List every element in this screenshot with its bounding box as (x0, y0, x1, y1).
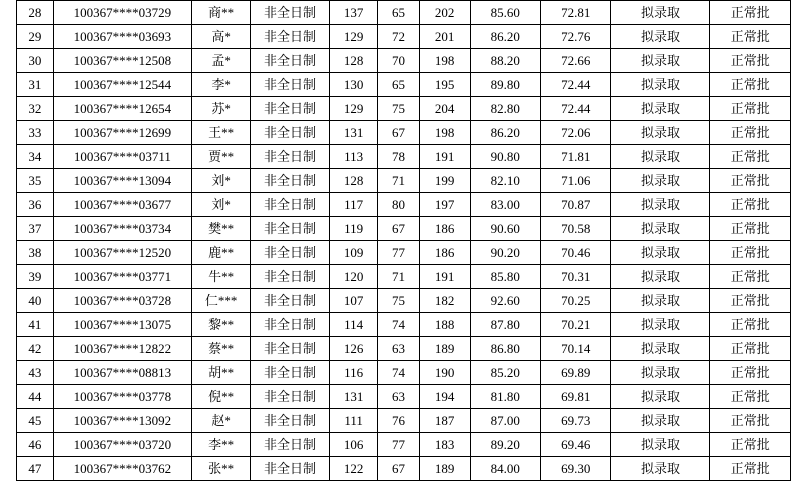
cell-result: 拟录取 (611, 361, 710, 385)
table-row (17, 433, 791, 457)
table-row (17, 73, 791, 97)
table-row (17, 1, 791, 25)
table-row (17, 409, 791, 433)
cell-candidate-name: 贾** (192, 145, 251, 169)
cell-exam-number: 100367****12654 (53, 97, 192, 121)
cell-score3: 194 (419, 385, 470, 409)
cell-score5: 72.06 (541, 121, 611, 145)
cell-index: 42 (17, 337, 54, 361)
cell-study-type: 非全日制 (251, 73, 330, 97)
cell-score1: 137 (329, 1, 377, 25)
cell-result: 拟录取 (611, 145, 710, 169)
table-row (17, 337, 791, 361)
cell-exam-number: 100367****12699 (53, 121, 192, 145)
cell-study-type: 非全日制 (251, 241, 330, 265)
cell-study-type: 非全日制 (251, 265, 330, 289)
cell-score1: 126 (329, 337, 377, 361)
cell-result: 拟录取 (611, 97, 710, 121)
cell-candidate-name: 王** (192, 121, 251, 145)
cell-score4: 82.10 (470, 169, 540, 193)
cell-score2: 71 (378, 265, 419, 289)
cell-index: 29 (17, 25, 54, 49)
table-row (17, 385, 791, 409)
cell-status: 正常批 (710, 145, 791, 169)
cell-score5: 69.46 (541, 433, 611, 457)
table-row (17, 265, 791, 289)
cell-exam-number: 100367****03734 (53, 217, 192, 241)
cell-exam-number: 100367****03762 (53, 457, 192, 481)
cell-score2: 67 (378, 457, 419, 481)
cell-candidate-name: 李** (192, 433, 251, 457)
cell-score2: 65 (378, 73, 419, 97)
cell-score3: 197 (419, 193, 470, 217)
cell-score3: 186 (419, 241, 470, 265)
cell-exam-number: 100367****12508 (53, 49, 192, 73)
cell-score3: 189 (419, 337, 470, 361)
cell-candidate-name: 孟* (192, 49, 251, 73)
cell-study-type: 非全日制 (251, 385, 330, 409)
cell-result: 拟录取 (611, 409, 710, 433)
cell-score2: 71 (378, 169, 419, 193)
cell-score3: 191 (419, 265, 470, 289)
cell-score2: 75 (378, 289, 419, 313)
cell-study-type: 非全日制 (251, 361, 330, 385)
cell-score3: 182 (419, 289, 470, 313)
cell-score4: 90.60 (470, 217, 540, 241)
cell-study-type: 非全日制 (251, 337, 330, 361)
cell-score3: 188 (419, 313, 470, 337)
cell-exam-number: 100367****03771 (53, 265, 192, 289)
cell-score5: 70.14 (541, 337, 611, 361)
cell-score4: 92.60 (470, 289, 540, 313)
cell-status: 正常批 (710, 169, 791, 193)
cell-status: 正常批 (710, 97, 791, 121)
cell-index: 35 (17, 169, 54, 193)
cell-index: 30 (17, 49, 54, 73)
table-row (17, 169, 791, 193)
cell-score3: 195 (419, 73, 470, 97)
cell-index: 34 (17, 145, 54, 169)
cell-candidate-name: 牛** (192, 265, 251, 289)
cell-score5: 70.25 (541, 289, 611, 313)
cell-candidate-name: 刘* (192, 169, 251, 193)
cell-status: 正常批 (710, 25, 791, 49)
admission-results-table (16, 0, 791, 481)
cell-candidate-name: 商** (192, 1, 251, 25)
table-row (17, 241, 791, 265)
cell-index: 44 (17, 385, 54, 409)
cell-index: 32 (17, 97, 54, 121)
cell-candidate-name: 蔡** (192, 337, 251, 361)
cell-exam-number: 100367****03677 (53, 193, 192, 217)
cell-exam-number: 100367****12520 (53, 241, 192, 265)
cell-result: 拟录取 (611, 25, 710, 49)
cell-index: 46 (17, 433, 54, 457)
cell-score4: 87.80 (470, 313, 540, 337)
cell-score1: 117 (329, 193, 377, 217)
cell-score5: 72.66 (541, 49, 611, 73)
cell-study-type: 非全日制 (251, 433, 330, 457)
cell-score2: 74 (378, 361, 419, 385)
cell-score3: 190 (419, 361, 470, 385)
cell-score1: 111 (329, 409, 377, 433)
table-row (17, 25, 791, 49)
cell-score5: 69.89 (541, 361, 611, 385)
cell-score1: 114 (329, 313, 377, 337)
cell-score1: 120 (329, 265, 377, 289)
table-row (17, 457, 791, 481)
cell-status: 正常批 (710, 1, 791, 25)
cell-study-type: 非全日制 (251, 409, 330, 433)
cell-score3: 202 (419, 1, 470, 25)
cell-candidate-name: 刘* (192, 193, 251, 217)
cell-score5: 70.87 (541, 193, 611, 217)
cell-exam-number: 100367****13094 (53, 169, 192, 193)
cell-study-type: 非全日制 (251, 169, 330, 193)
cell-score1: 129 (329, 25, 377, 49)
cell-index: 33 (17, 121, 54, 145)
cell-exam-number: 100367****13092 (53, 409, 192, 433)
cell-index: 40 (17, 289, 54, 313)
cell-score1: 107 (329, 289, 377, 313)
cell-score4: 86.20 (470, 121, 540, 145)
table-row (17, 217, 791, 241)
cell-exam-number: 100367****12822 (53, 337, 192, 361)
cell-score4: 88.20 (470, 49, 540, 73)
cell-score2: 67 (378, 121, 419, 145)
cell-score5: 69.81 (541, 385, 611, 409)
table-row (17, 289, 791, 313)
cell-score2: 70 (378, 49, 419, 73)
cell-score4: 90.20 (470, 241, 540, 265)
cell-score3: 186 (419, 217, 470, 241)
cell-index: 47 (17, 457, 54, 481)
cell-score4: 85.20 (470, 361, 540, 385)
cell-status: 正常批 (710, 433, 791, 457)
cell-score3: 199 (419, 169, 470, 193)
cell-score2: 80 (378, 193, 419, 217)
cell-result: 拟录取 (611, 217, 710, 241)
cell-study-type: 非全日制 (251, 193, 330, 217)
cell-score3: 191 (419, 145, 470, 169)
cell-status: 正常批 (710, 385, 791, 409)
cell-exam-number: 100367****03728 (53, 289, 192, 313)
cell-result: 拟录取 (611, 121, 710, 145)
cell-exam-number: 100367****03693 (53, 25, 192, 49)
cell-index: 43 (17, 361, 54, 385)
cell-score3: 189 (419, 457, 470, 481)
cell-score5: 70.58 (541, 217, 611, 241)
cell-index: 31 (17, 73, 54, 97)
cell-score4: 90.80 (470, 145, 540, 169)
cell-score4: 86.80 (470, 337, 540, 361)
cell-exam-number: 100367****08813 (53, 361, 192, 385)
cell-index: 41 (17, 313, 54, 337)
cell-candidate-name: 苏* (192, 97, 251, 121)
cell-score4: 89.20 (470, 433, 540, 457)
cell-candidate-name: 高* (192, 25, 251, 49)
cell-study-type: 非全日制 (251, 313, 330, 337)
cell-study-type: 非全日制 (251, 457, 330, 481)
cell-score4: 85.80 (470, 265, 540, 289)
table-row (17, 361, 791, 385)
cell-score4: 86.20 (470, 25, 540, 49)
cell-status: 正常批 (710, 217, 791, 241)
cell-score1: 113 (329, 145, 377, 169)
cell-result: 拟录取 (611, 385, 710, 409)
cell-status: 正常批 (710, 193, 791, 217)
cell-index: 45 (17, 409, 54, 433)
cell-score2: 77 (378, 241, 419, 265)
cell-status: 正常批 (710, 409, 791, 433)
cell-score4: 87.00 (470, 409, 540, 433)
cell-score2: 78 (378, 145, 419, 169)
cell-candidate-name: 鹿** (192, 241, 251, 265)
cell-score2: 65 (378, 1, 419, 25)
cell-exam-number: 100367****03729 (53, 1, 192, 25)
cell-candidate-name: 仁*** (192, 289, 251, 313)
cell-score5: 71.81 (541, 145, 611, 169)
cell-score2: 63 (378, 337, 419, 361)
table-row (17, 313, 791, 337)
cell-result: 拟录取 (611, 313, 710, 337)
cell-result: 拟录取 (611, 241, 710, 265)
cell-score3: 198 (419, 49, 470, 73)
cell-score4: 84.00 (470, 457, 540, 481)
cell-index: 38 (17, 241, 54, 265)
cell-result: 拟录取 (611, 73, 710, 97)
cell-exam-number: 100367****12544 (53, 73, 192, 97)
cell-index: 36 (17, 193, 54, 217)
cell-score1: 129 (329, 97, 377, 121)
cell-study-type: 非全日制 (251, 217, 330, 241)
cell-score2: 76 (378, 409, 419, 433)
cell-candidate-name: 倪** (192, 385, 251, 409)
cell-result: 拟录取 (611, 337, 710, 361)
cell-status: 正常批 (710, 49, 791, 73)
cell-score1: 116 (329, 361, 377, 385)
table-row (17, 97, 791, 121)
cell-result: 拟录取 (611, 1, 710, 25)
table-row (17, 193, 791, 217)
cell-score1: 106 (329, 433, 377, 457)
cell-score3: 187 (419, 409, 470, 433)
cell-study-type: 非全日制 (251, 289, 330, 313)
cell-score1: 109 (329, 241, 377, 265)
cell-score2: 63 (378, 385, 419, 409)
cell-score1: 122 (329, 457, 377, 481)
cell-study-type: 非全日制 (251, 49, 330, 73)
cell-score2: 74 (378, 313, 419, 337)
cell-status: 正常批 (710, 121, 791, 145)
cell-score5: 72.44 (541, 73, 611, 97)
cell-score5: 70.21 (541, 313, 611, 337)
cell-index: 28 (17, 1, 54, 25)
cell-exam-number: 100367****03778 (53, 385, 192, 409)
cell-score1: 119 (329, 217, 377, 241)
cell-score2: 67 (378, 217, 419, 241)
cell-score2: 72 (378, 25, 419, 49)
cell-exam-number: 100367****13075 (53, 313, 192, 337)
cell-exam-number: 100367****03720 (53, 433, 192, 457)
cell-score1: 131 (329, 385, 377, 409)
cell-study-type: 非全日制 (251, 121, 330, 145)
cell-result: 拟录取 (611, 433, 710, 457)
cell-score1: 131 (329, 121, 377, 145)
cell-candidate-name: 樊** (192, 217, 251, 241)
cell-score4: 89.80 (470, 73, 540, 97)
cell-score5: 72.81 (541, 1, 611, 25)
cell-candidate-name: 黎** (192, 313, 251, 337)
cell-status: 正常批 (710, 265, 791, 289)
cell-status: 正常批 (710, 73, 791, 97)
cell-status: 正常批 (710, 457, 791, 481)
cell-score5: 70.46 (541, 241, 611, 265)
cell-score5: 70.31 (541, 265, 611, 289)
cell-score4: 85.60 (470, 1, 540, 25)
cell-score2: 77 (378, 433, 419, 457)
cell-score3: 198 (419, 121, 470, 145)
cell-result: 拟录取 (611, 193, 710, 217)
cell-score1: 128 (329, 49, 377, 73)
cell-score5: 71.06 (541, 169, 611, 193)
cell-result: 拟录取 (611, 265, 710, 289)
cell-status: 正常批 (710, 337, 791, 361)
cell-status: 正常批 (710, 361, 791, 385)
cell-score1: 128 (329, 169, 377, 193)
cell-status: 正常批 (710, 289, 791, 313)
cell-score3: 183 (419, 433, 470, 457)
cell-score4: 83.00 (470, 193, 540, 217)
table-row (17, 49, 791, 73)
table-row (17, 121, 791, 145)
cell-result: 拟录取 (611, 169, 710, 193)
cell-index: 39 (17, 265, 54, 289)
cell-status: 正常批 (710, 241, 791, 265)
cell-score3: 201 (419, 25, 470, 49)
table-body (17, 1, 791, 481)
cell-exam-number: 100367****03711 (53, 145, 192, 169)
table-row (17, 145, 791, 169)
cell-score5: 69.73 (541, 409, 611, 433)
cell-study-type: 非全日制 (251, 97, 330, 121)
cell-candidate-name: 张** (192, 457, 251, 481)
cell-score5: 72.44 (541, 97, 611, 121)
cell-score2: 75 (378, 97, 419, 121)
cell-candidate-name: 胡** (192, 361, 251, 385)
cell-study-type: 非全日制 (251, 25, 330, 49)
cell-result: 拟录取 (611, 289, 710, 313)
cell-result: 拟录取 (611, 457, 710, 481)
cell-score3: 204 (419, 97, 470, 121)
cell-index: 37 (17, 217, 54, 241)
cell-candidate-name: 李* (192, 73, 251, 97)
cell-score4: 81.80 (470, 385, 540, 409)
cell-score4: 82.80 (470, 97, 540, 121)
cell-result: 拟录取 (611, 49, 710, 73)
cell-score1: 130 (329, 73, 377, 97)
cell-score5: 69.30 (541, 457, 611, 481)
cell-score5: 72.76 (541, 25, 611, 49)
cell-candidate-name: 赵* (192, 409, 251, 433)
cell-study-type: 非全日制 (251, 145, 330, 169)
cell-study-type: 非全日制 (251, 1, 330, 25)
cell-status: 正常批 (710, 313, 791, 337)
